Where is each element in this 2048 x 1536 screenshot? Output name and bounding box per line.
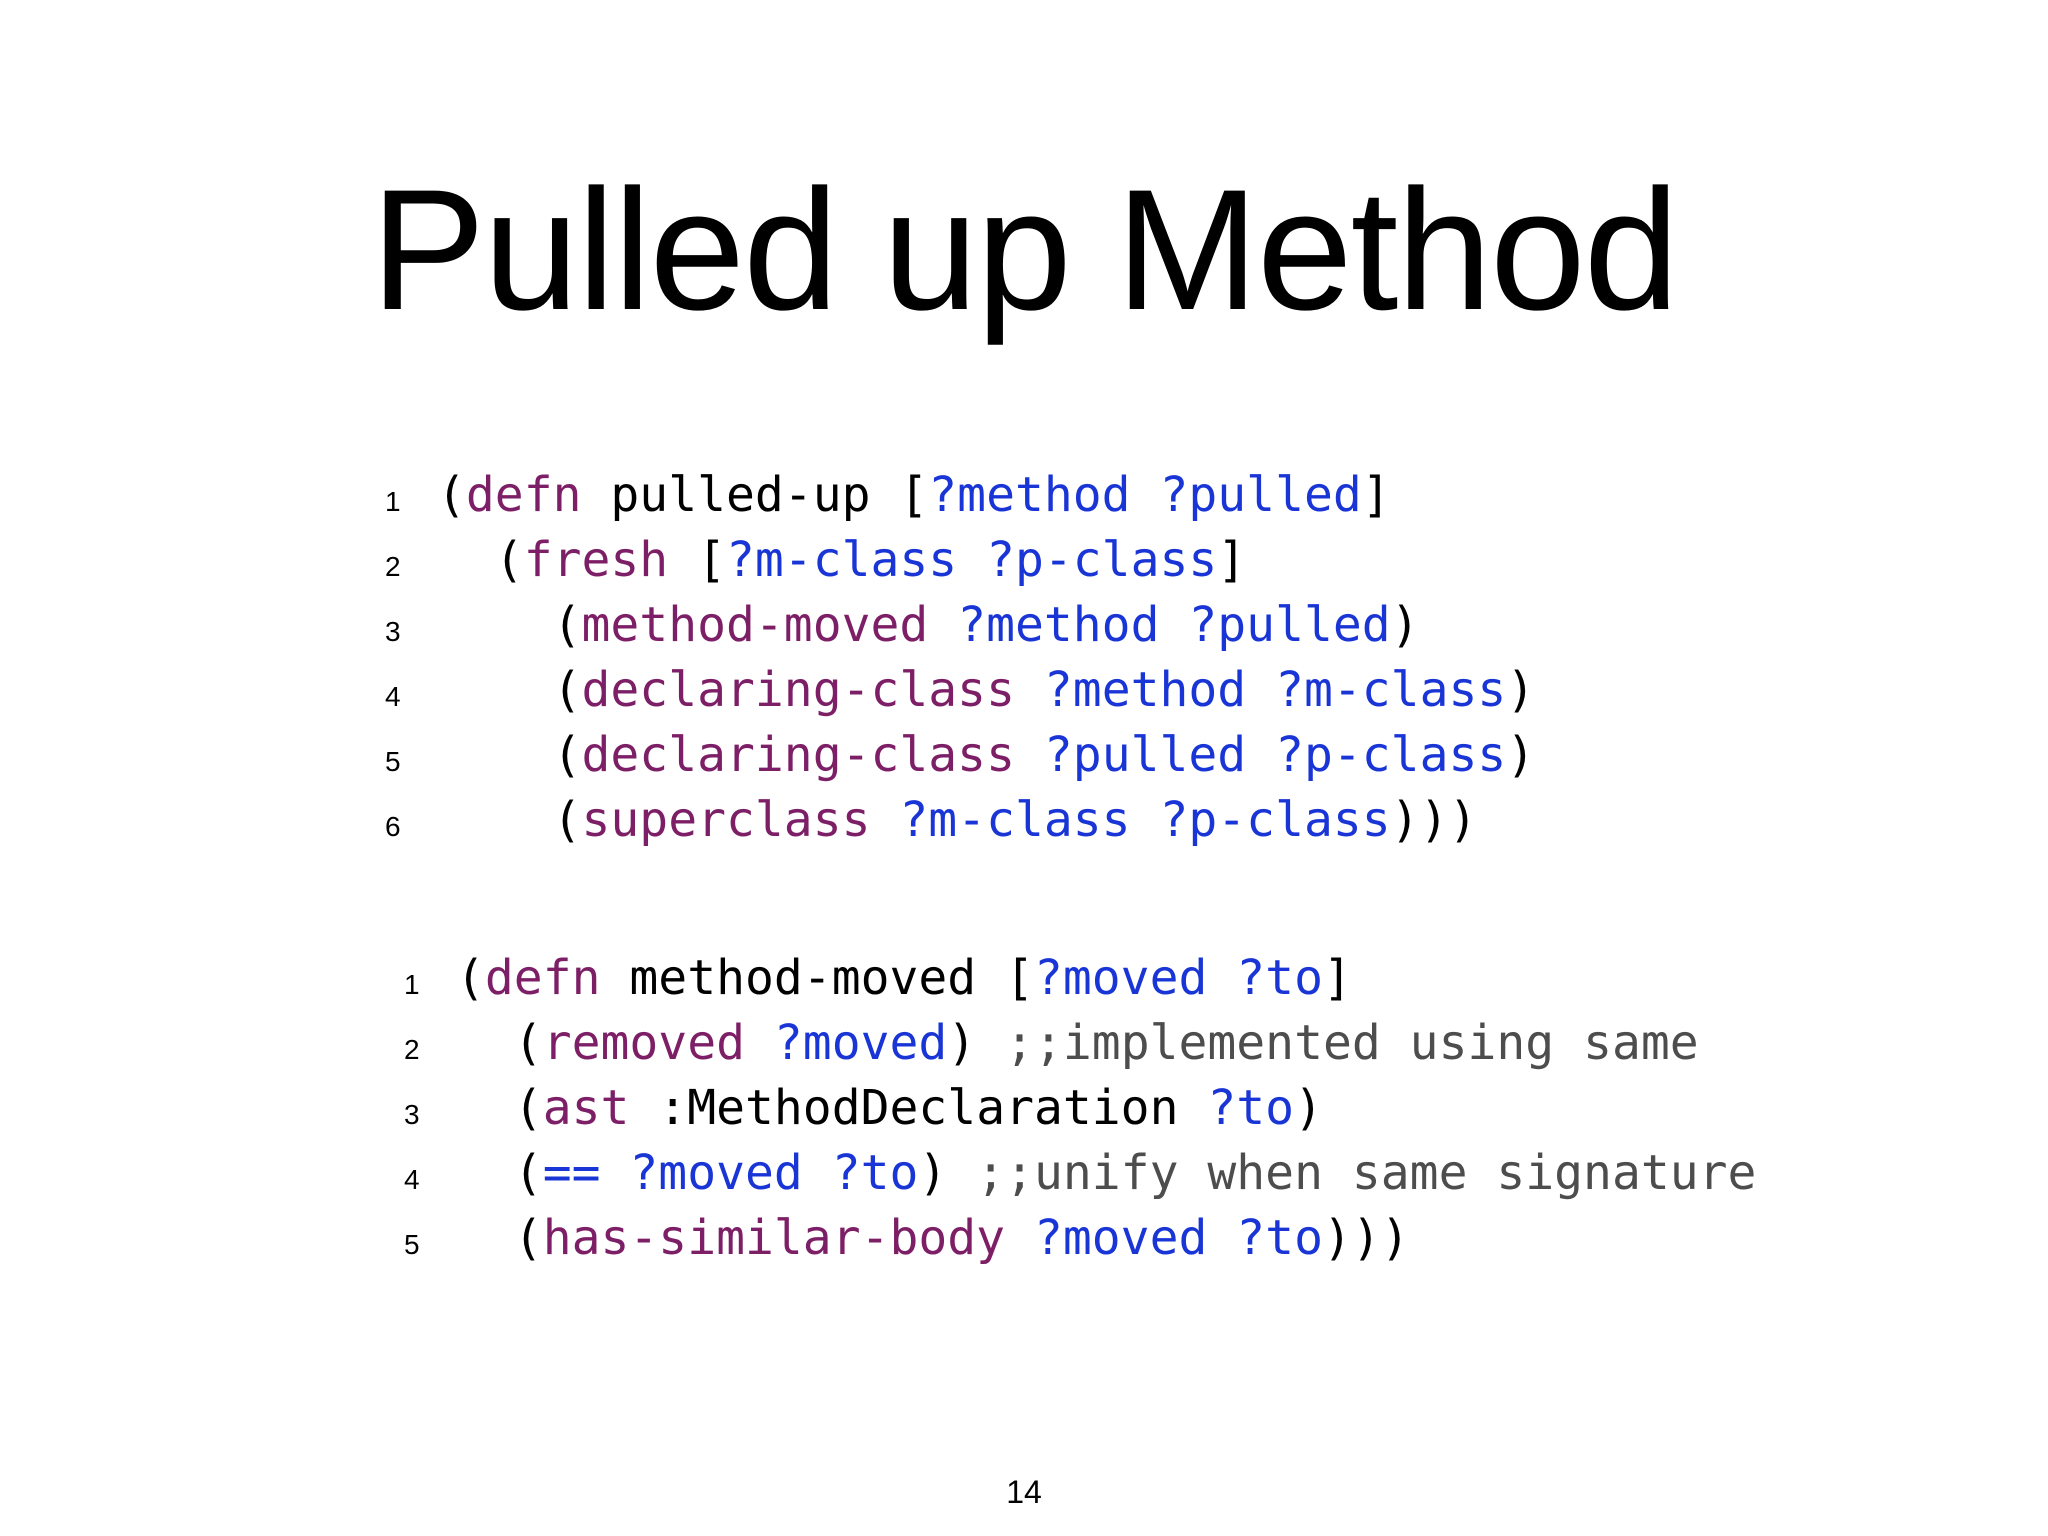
code-token-plain: )	[918, 1145, 977, 1201]
code-token-plain: )	[1294, 1080, 1323, 1136]
code-token-plain: (	[437, 727, 582, 783]
code-token-plain: (	[437, 532, 524, 588]
code-token-variable: ?moved ?to	[1033, 1210, 1323, 1266]
code-token-plain	[1015, 727, 1044, 783]
line-number: 2	[385, 551, 401, 582]
code-token-plain: ]	[1217, 532, 1247, 588]
code-token-variable: ?moved	[773, 1015, 948, 1071]
code-line	[385, 593, 1535, 658]
code-line	[404, 946, 1756, 1011]
code-token-plain	[745, 1015, 774, 1071]
code-token-plain: (	[437, 662, 582, 718]
line-number: 4	[385, 681, 401, 712]
code-token-plain: (	[437, 792, 582, 848]
code-token-plain	[1015, 662, 1044, 718]
code-token-plain: method-moved [	[600, 950, 1034, 1006]
code-line	[385, 788, 1535, 853]
code-text	[437, 597, 1420, 653]
page-number: 14	[1006, 1474, 1042, 1510]
code-token-plain: ]	[1322, 950, 1352, 1006]
line-number: 5	[404, 1229, 420, 1260]
code-line	[385, 528, 1535, 593]
line-number: 4	[404, 1164, 420, 1195]
code-token-plain: )	[1390, 597, 1420, 653]
code-token-variable: ?method ?pulled	[928, 467, 1362, 523]
code-text	[456, 1210, 1410, 1266]
code-token-plain: )	[1506, 662, 1536, 718]
code-token-variable: ?moved ?to	[629, 1145, 919, 1201]
code-token-plain: :MethodDeclaration	[629, 1080, 1208, 1136]
code-token-keyword: declaring-class	[581, 727, 1015, 783]
code-block-method-moved	[404, 946, 1756, 1271]
code-token-plain: (	[456, 1080, 543, 1136]
line-number: 5	[385, 746, 401, 777]
code-text	[456, 950, 1352, 1006]
code-token-keyword: declaring-class	[581, 662, 1015, 718]
code-text	[456, 1080, 1323, 1136]
code-token-plain	[1005, 1210, 1034, 1266]
code-line	[404, 1011, 1756, 1076]
code-token-keyword: fresh	[523, 532, 669, 588]
code-token-plain: (	[456, 1145, 543, 1201]
code-token-keyword: ast	[542, 1080, 630, 1136]
code-token-plain: )))	[1322, 1210, 1410, 1266]
code-line	[404, 1141, 1756, 1206]
code-token-plain: ]	[1361, 467, 1391, 523]
line-number: 3	[385, 616, 401, 647]
code-token-variable: ?m-class ?p-class	[726, 532, 1218, 588]
line-number: 3	[404, 1099, 420, 1130]
code-text	[437, 532, 1246, 588]
line-number: 6	[385, 811, 401, 842]
code-text	[437, 792, 1477, 848]
code-line	[404, 1206, 1756, 1271]
code-text	[437, 662, 1535, 718]
code-token-plain	[928, 597, 957, 653]
code-token-keyword: defn	[465, 467, 582, 523]
code-token-plain	[601, 1145, 630, 1201]
code-text	[437, 727, 1535, 783]
code-block-pulled-up	[385, 463, 1535, 853]
code-token-variable: ?method ?m-class	[1043, 662, 1507, 718]
code-text	[456, 1015, 1699, 1071]
code-token-plain: [	[668, 532, 726, 588]
code-token-plain: (	[437, 597, 582, 653]
code-token-plain: )	[947, 1015, 1006, 1071]
code-line	[385, 723, 1535, 788]
code-token-variable: ?method ?pulled	[957, 597, 1391, 653]
code-token-variable: ?to	[1207, 1080, 1295, 1136]
code-token-plain: (	[437, 467, 466, 523]
code-token-keyword: defn	[484, 950, 601, 1006]
slide-title: Pulled up Method	[370, 154, 1678, 346]
code-token-keyword: removed	[542, 1015, 745, 1071]
code-token-variable: ?m-class ?p-class	[899, 792, 1391, 848]
code-token-plain: )))	[1390, 792, 1478, 848]
code-token-variable: ?pulled ?p-class	[1043, 727, 1507, 783]
line-number: 1	[385, 486, 401, 517]
code-token-keyword: has-similar-body	[542, 1210, 1006, 1266]
code-line	[404, 1076, 1756, 1141]
code-token-comment: ;;implemented using same	[1005, 1015, 1699, 1071]
code-token-variable: ?moved ?to	[1033, 950, 1323, 1006]
code-token-plain: (	[456, 950, 485, 1006]
code-line	[385, 463, 1535, 528]
code-token-plain: (	[456, 1015, 543, 1071]
line-number: 1	[404, 969, 420, 1000]
code-token-comment: ;;unify when same signature	[976, 1145, 1757, 1201]
code-text	[456, 1145, 1756, 1201]
code-line	[385, 658, 1535, 723]
code-token-plain	[870, 792, 899, 848]
line-number: 2	[404, 1034, 420, 1065]
code-text	[437, 467, 1391, 523]
code-token-plain: )	[1506, 727, 1536, 783]
code-token-keyword: method-moved	[581, 597, 929, 653]
code-token-plain: (	[456, 1210, 543, 1266]
code-token-keyword: superclass	[581, 792, 871, 848]
code-token-variable: ==	[542, 1145, 601, 1201]
code-token-plain: pulled-up [	[581, 467, 929, 523]
